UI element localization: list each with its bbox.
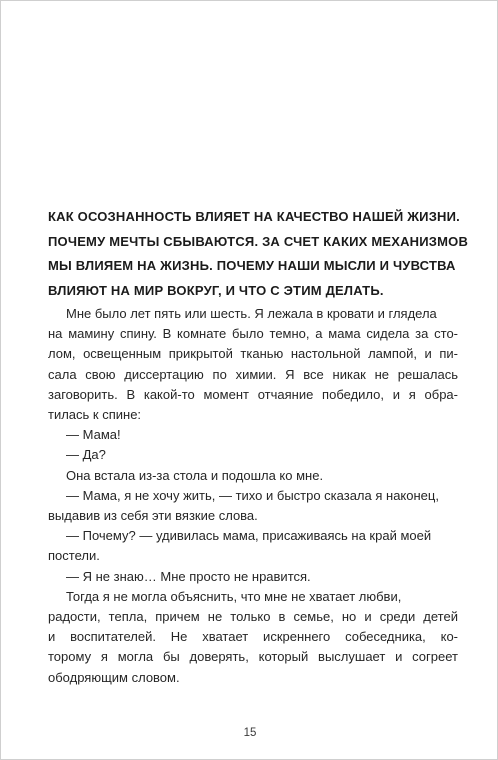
text-line: постели.	[48, 548, 100, 564]
text-line: тилась к спине:	[48, 407, 142, 423]
text-line: и воспитателей. Не хватает искреннего собеседника, ко-	[48, 629, 458, 645]
text-line: Тогда я не могла объяснить, что мне не хватает любви,	[66, 588, 402, 604]
dialogue-line: — Почему? — удивилась мама, присаживаясь на край моей	[66, 528, 432, 544]
page-number: 15	[243, 727, 257, 739]
text-line: Она встала из-за стола и подошла ко мне.	[66, 467, 324, 483]
text-line: выдавив из себя эти вязкие слова.	[48, 508, 258, 524]
dialogue-line: — Мама, я не хочу жить, — тихо и быстро сказала я наконец,	[66, 487, 439, 503]
epigraph-line: ВЛИЯЮТ НА МИР ВОКРУГ, И ЧТО С ЭТИМ ДЕЛАТЬ.	[48, 282, 384, 298]
text-line: заговорить. В какой-то момент отчаяние победило, и я обра-	[48, 386, 458, 402]
text-line: Мне было лет пять или шесть. Я лежала в кровати и глядела	[66, 306, 437, 321]
text-line: ободряющим словом.	[48, 669, 180, 685]
text-line: радости, тепла, причем не только в семье, но и среди детей	[48, 609, 458, 625]
text-line: лом, освещенным прикрытой тканью настольной лампой, и пи-	[48, 346, 458, 362]
text-line: на мамину спину. В комнате было темно, а мама сидела за сто-	[48, 326, 458, 342]
chapter-epigraph	[48, 205, 469, 303]
dialogue-line: — Я не знаю… Мне просто не нравится.	[66, 568, 311, 584]
epigraph-line: КАК ОСОЗНАННОСТЬ ВЛИЯЕТ НА КАЧЕСТВО НАШЕЙ ЖИЗНИ.	[48, 209, 460, 224]
dialogue-line: — Да?	[66, 447, 106, 463]
body-text	[48, 304, 458, 688]
text-line: торому я могла бы доверять, который выслушает и согреет	[48, 649, 458, 665]
text-line: сала свою диссертацию по химии. Я все никак не решалась	[48, 366, 458, 382]
epigraph-line: ПОЧЕМУ МЕЧТЫ СБЫВАЮТСЯ. ЗА СЧЕТ КАКИХ МЕХАНИЗМОВ	[48, 233, 469, 249]
epigraph-line: МЫ ВЛИЯЕМ НА ЖИЗНЬ. ПОЧЕМУ НАШИ МЫСЛИ И ЧУВСТВА	[48, 258, 456, 273]
dialogue-line: — Мама!	[66, 427, 121, 443]
